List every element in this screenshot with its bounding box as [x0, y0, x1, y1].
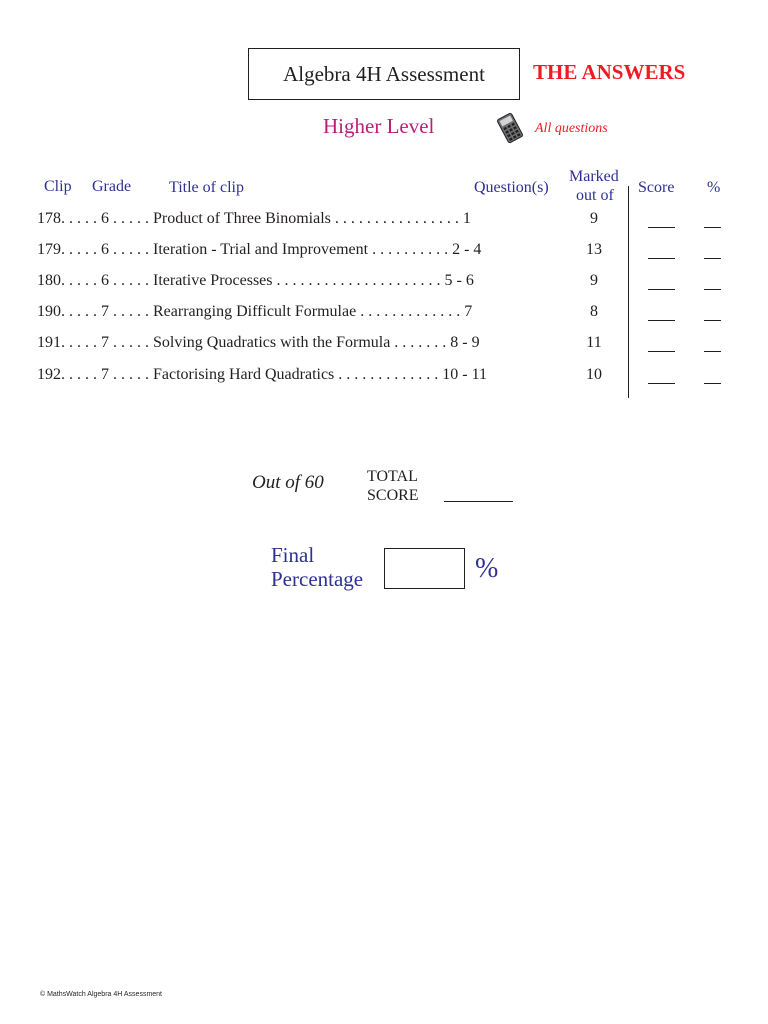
column-header-questions: Question(s): [474, 179, 549, 196]
percent-blank: [704, 227, 721, 228]
score-blank: [648, 289, 675, 290]
total-score-label: [367, 467, 419, 505]
row-text: 179. . . . . 6 . . . . . Iteration - Trial and Improvement . . . . . . . . . . 2 - 4: [37, 241, 482, 258]
final-percentage-label: [271, 543, 363, 591]
answers-label: THE ANSWERS: [533, 60, 686, 84]
total-score-field[interactable]: [444, 501, 513, 502]
score-blank: [648, 258, 675, 259]
column-header-score: Score: [638, 179, 675, 196]
column-header-marked: Marked: [569, 168, 619, 185]
column-header-grade: Grade: [92, 178, 132, 195]
percent-blank: [704, 383, 721, 384]
row-text: 180. . . . . 6 . . . . . Iterative Processes . . . . . . . . . . . . . . . . . . . . . 5 - 6: [37, 272, 474, 289]
final-label-line2: Percentage: [271, 567, 364, 591]
row-marks: 10: [586, 366, 602, 383]
score-blank: [648, 320, 675, 321]
percent-blank: [704, 258, 721, 259]
row-marks: 11: [586, 334, 602, 351]
final-percentage-box[interactable]: [384, 548, 465, 589]
calculator-note: All questions: [535, 121, 608, 136]
total-label-line2: SCORE: [367, 487, 419, 504]
column-divider: [628, 186, 629, 398]
out-of-label: Out of 60: [252, 472, 324, 493]
row-marks: 8: [590, 303, 598, 320]
row-text: 192. . . . . 7 . . . . . Factorising Hard Quadratics . . . . . . . . . . . . . 10 - 11: [37, 366, 488, 383]
footer-copyright: © MathsWatch Algebra 4H Assessment: [40, 991, 163, 998]
row-text: 178. . . . . 6 . . . . . Product of Three Binomials . . . . . . . . . . . . . . . . 1: [37, 210, 471, 227]
column-header-out-of: out of: [576, 187, 614, 204]
column-header-clip: Clip: [44, 178, 72, 195]
percent-blank: [704, 351, 721, 352]
score-blank: [648, 351, 675, 352]
percent-blank: [704, 289, 721, 290]
row-marks: 13: [586, 241, 602, 258]
percent-sign: %: [475, 553, 499, 584]
final-label-line1: Final: [271, 543, 315, 567]
total-label-line1: TOTAL: [367, 468, 418, 485]
row-marks: 9: [590, 272, 598, 289]
column-header-percent: %: [707, 179, 721, 196]
score-blank: [648, 383, 675, 384]
percent-blank: [704, 320, 721, 321]
score-blank: [648, 227, 675, 228]
page-title: Algebra 4H Assessment: [283, 61, 485, 86]
column-header-title: Title of clip: [169, 179, 244, 196]
row-text: 190. . . . . 7 . . . . . Rearranging Difficult Formulae . . . . . . . . . . . . . 7: [37, 303, 473, 320]
row-text: 191. . . . . 7 . . . . . Solving Quadratics with the Formula . . . . . . . 8 - 9: [37, 334, 480, 351]
title-box: [248, 48, 520, 100]
row-marks: 9: [590, 210, 598, 227]
calculator-icon: [497, 113, 523, 143]
level-label: Higher Level: [323, 114, 435, 138]
